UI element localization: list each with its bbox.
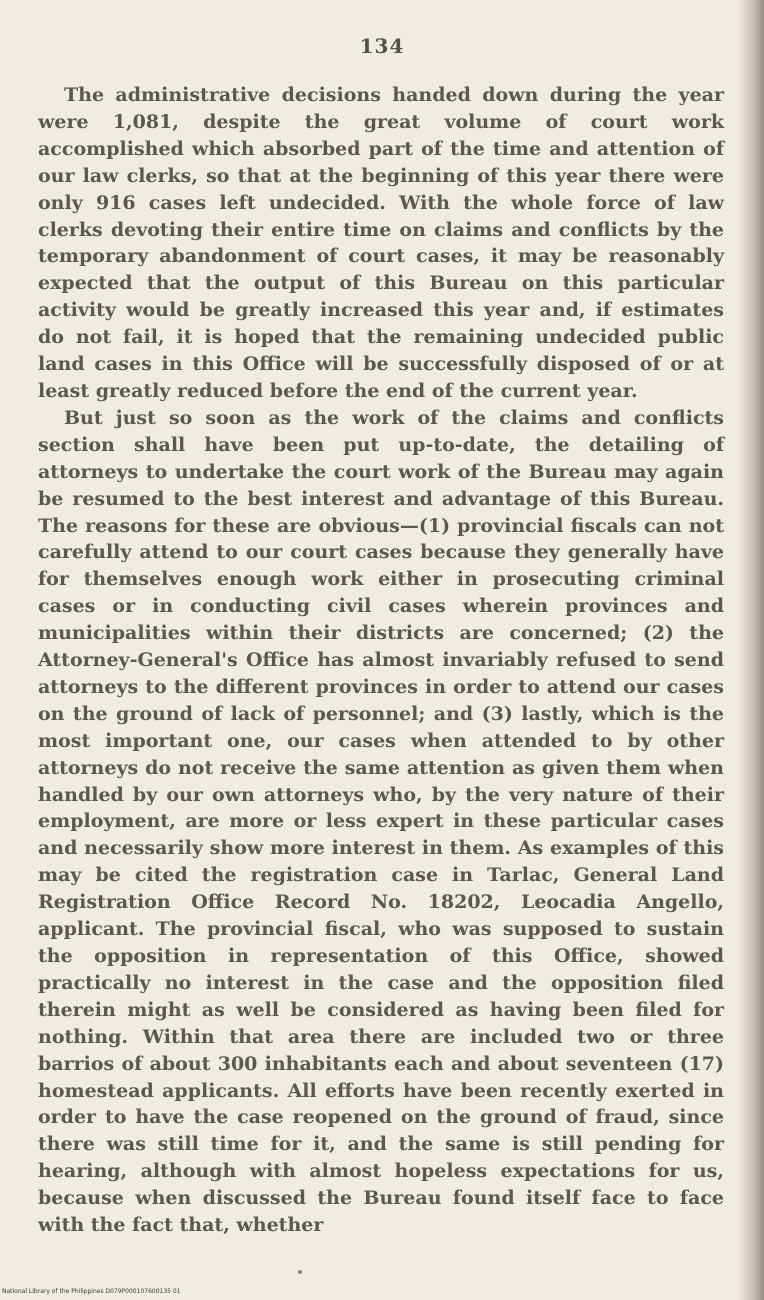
page-edge-shadow: [738, 0, 764, 1300]
page-number: 134: [359, 34, 405, 58]
paragraph-2: But just so soon as the work of the claims and conflicts section shall have been put up-to-date, the detailing of attorneys to undertake the court work of the Bureau may again be resumed to the best interest and advantage of this Bureau. The reasons for these are obvious—(1) provincial fiscals can not carefully attend to our court cases because they generally have for themselves enough work either in prosecuting criminal cases or in conducting civil cases wherein provinces and municipalities within their districts are concerned; (2) the Attorney-General's Office has almost invariably refused to send attorneys to the different provinces in order to attend our cases on the ground of lack of personnel; and (3) lastly, which is the most important one, our cases when attended to by other attorneys do not receive the same attention as given them when handled by our own attorneys who, by the very nature of their employment, are more or less expert in these particular cases and necessarily show more interest in them. As examples of this may be cited the registration case in Tarlac, General Land Registration Office Record No. 18202, Leocadia Angello, applicant. The provincial fiscal, who was supposed to sustain the opposition in representation of this Office, showed practically no interest in the case and the opposition filed therein might as well be considered as having been filed for nothing. Within that area there are included two or three barrios of about 300 inhabitants each and about seventeen (17) homestead applicants. All efforts have been recently exerted in order to have the case reopened on the ground of fraud, since there was still time for it, and the same is still pending for hearing, although with almost hopeless expectations for us, because when discussed the Bureau found itself face to face with the fact that, whether: [38, 406, 724, 1237]
paragraph-1: The administrative decisions handed down during the year were 1,081, despite the great volume of court work accomplished which absorbed part of the time and attention of our law clerks, so that at the beginning of this year there were only 916 cases left undecided. With the whole force of law clerks devoting their entire time on claims and conflicts by the temporary abandonment of court cases, it may be reasonably expected that the output of this Bureau on this particular activity would be greatly increased this year and, if estimates do not fail, it is hoped that the remaining undecided public land cases in this Office will be successfully disposed of or at least greatly reduced before the end of the current year.: [38, 84, 724, 402]
library-stamp: National Library of the Philippines D079P000107600135 01: [2, 1288, 181, 1295]
footer-dot: [298, 1270, 302, 1274]
body-text: [38, 82, 724, 1239]
